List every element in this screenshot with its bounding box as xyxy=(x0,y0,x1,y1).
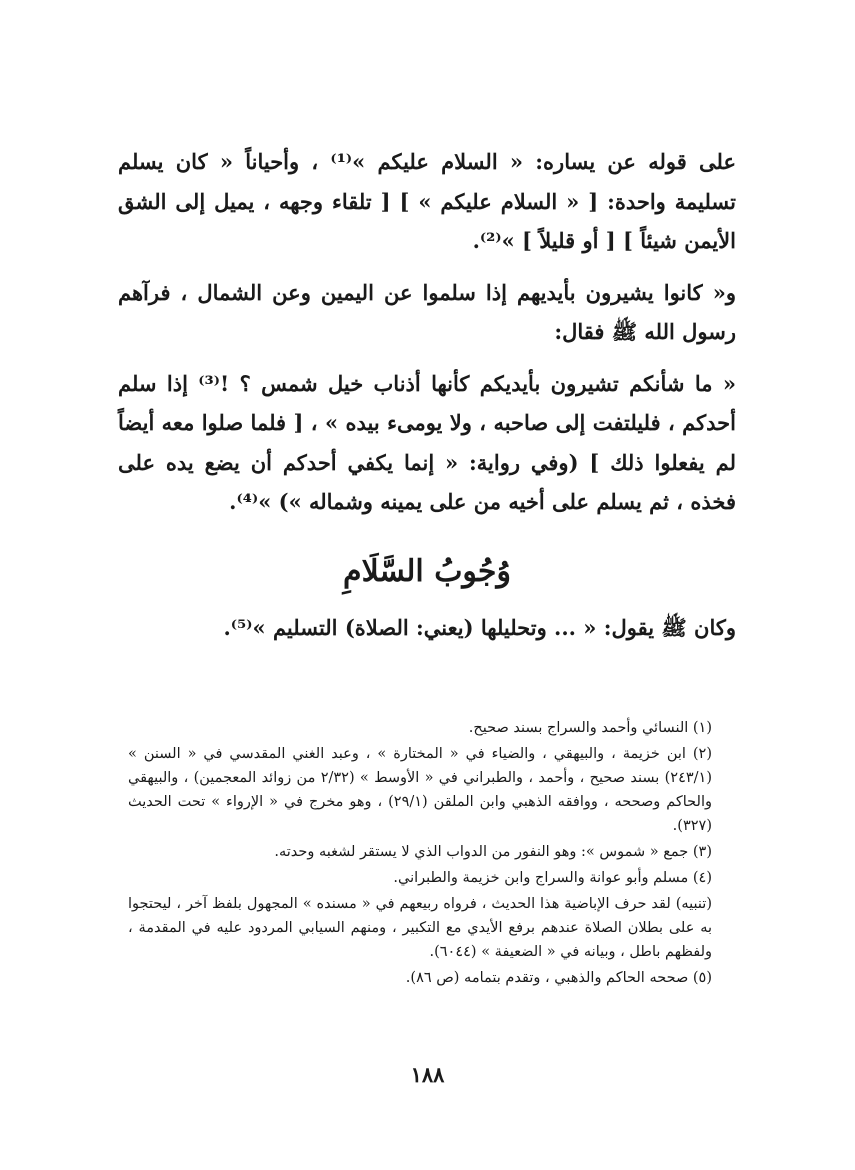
footnote-note: (تنبيه) لقد حرف الإباضية هذا الحديث ، فرواه ربيعهم في « مسنده » المجهول بلفظ آخر ، ليحتجوا به على بطلان الصلاة عندهم برفع الأيدي مع التكبير ، ومنهم السيابي المردود عليه في المقدمة ، ولفظهم باطل ، وبيانه في « الضعيفة » (٦٠٤٤). xyxy=(128,896,712,960)
footnote-1: (١) النسائي وأحمد والسراج بسند صحيح. xyxy=(468,720,712,736)
footnote-3: (٣) جمع « شموس »: وهو النفور من الدواب الذي لا يستقر لشغبه وحدته. xyxy=(274,844,712,860)
section-text: وكان ﷺ يقول: « ... وتحليلها (يعني: الصلاة) التسليم »⁽⁵⁾. xyxy=(223,615,736,640)
main-text xyxy=(118,142,736,522)
footnotes xyxy=(128,716,734,992)
footnote-2: (٢) ابن خزيمة ، والبيهقي ، والضياء في « المختارة » ، وعبد الغني المقدسي في « السنن » (٢٤٣/١) بسند صحيح ، وأحمد ، والطبراني في « الأوسط » (٢/٣٢ من زوائد المعجمين) ، والبيهقي والحاكم وصححه ، ووافقه الذهبي وابن الملقن (٢٩/١) ، وهو مخرج في « الإرواء » تحت الحديث (٣٢٧). xyxy=(128,746,712,834)
section-heading: وُجُوبُ السَّلَامِ xyxy=(343,554,511,589)
paragraph-3: « ما شأنكم تشيرون بأيديكم كأنها أذناب خيل شمس ؟ !⁽³⁾ إذا سلم أحدكم ، فليلتفت إلى صاحبه ، ولا يومىء بيده » ، [ فلما صلوا معه أيضاً لم يفعلوا ذلك ] (وفي رواية: « إنما يكفي أحدكم أن يضع يده على فخذه ، ثم يسلم على أخيه من على يمينه وشماله ») »⁽⁴⁾. xyxy=(118,370,736,514)
footnote-5: (٥) صححه الحاكم والذهبي ، وتقدم بتمامه (ص ٨٦). xyxy=(405,970,712,986)
paragraph-2: و« كانوا يشيرون بأيديهم إذا سلموا عن اليمين وعن الشمال ، فرآهم رسول الله ﷺ فقال: xyxy=(118,279,736,344)
footnote-4: (٤) مسلم وأبو عوانة والسراج وابن خزيمة والطبراني. xyxy=(393,870,712,886)
page-number: ١٨٨ xyxy=(410,1062,445,1087)
paragraph-1: على قوله عن يساره: « السلام عليكم »⁽¹⁾ ، وأحياناً « كان يسلم تسليمة واحدة: [ « السلام عليكم » ] [ تلقاء وجهه ، يميل إلى الشق الأيمن شيئاً ] [ أو قليلاً ] »⁽²⁾. xyxy=(118,149,736,253)
